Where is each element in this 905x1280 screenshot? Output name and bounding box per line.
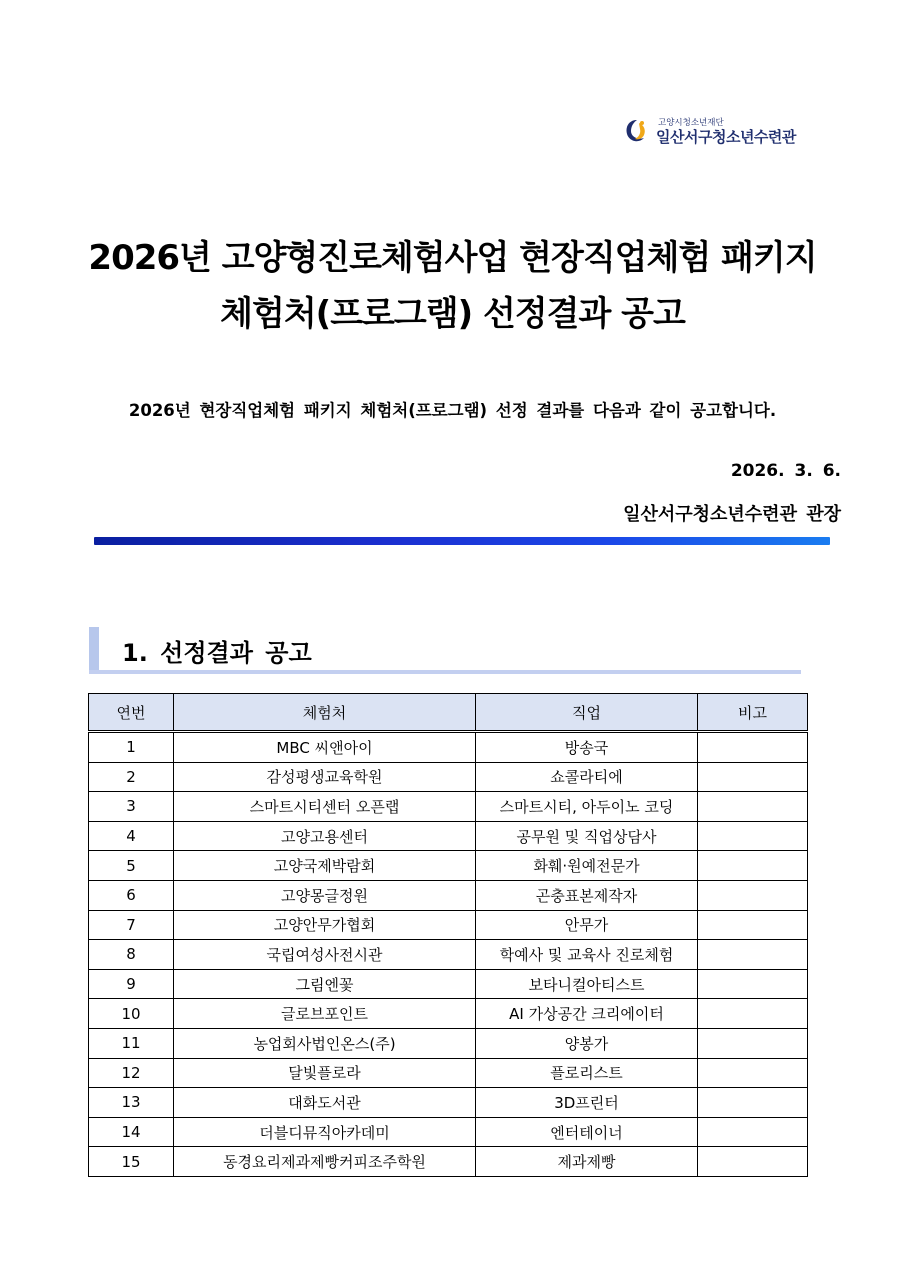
row-note xyxy=(698,821,808,851)
row-venue: 국립여성사전시관 xyxy=(174,940,476,970)
row-job: 쇼콜라티에 xyxy=(476,762,698,792)
row-venue: 글로브포인트 xyxy=(174,999,476,1029)
row-venue: MBC 씨앤아이 xyxy=(174,732,476,763)
row-venue: 대화도서관 xyxy=(174,1088,476,1118)
org-logo xyxy=(624,114,814,148)
row-job: 학예사 및 교육사 진로체험 xyxy=(476,940,698,970)
table-row xyxy=(89,1117,808,1147)
row-note xyxy=(698,1088,808,1118)
row-venue: 고양몽글정원 xyxy=(174,880,476,910)
table-row xyxy=(89,1028,808,1058)
announcement-date: 2026. 3. 6. xyxy=(730,461,841,481)
gradient-divider xyxy=(94,537,830,545)
row-number: 10 xyxy=(89,999,174,1029)
row-number: 12 xyxy=(89,1058,174,1088)
row-number: 8 xyxy=(89,940,174,970)
header-job: 직업 xyxy=(476,694,698,732)
row-job: 화훼·원예전문가 xyxy=(476,851,698,881)
row-note xyxy=(698,762,808,792)
row-note xyxy=(698,910,808,940)
row-number: 5 xyxy=(89,851,174,881)
row-job: 제과제빵 xyxy=(476,1147,698,1177)
row-venue: 그림엔꽃 xyxy=(174,969,476,999)
table-row xyxy=(89,821,808,851)
row-number: 1 xyxy=(89,732,174,763)
row-job: 보타니컬아티스트 xyxy=(476,969,698,999)
row-note xyxy=(698,880,808,910)
row-note xyxy=(698,940,808,970)
table-row xyxy=(89,1147,808,1177)
swirl-logo-icon xyxy=(624,118,650,144)
row-job: 곤충표본제작자 xyxy=(476,880,698,910)
row-note xyxy=(698,999,808,1029)
row-job: 스마트시티, 아두이노 코딩 xyxy=(476,792,698,822)
row-venue: 감성평생교육학원 xyxy=(174,762,476,792)
row-number: 7 xyxy=(89,910,174,940)
section-underline xyxy=(89,670,801,674)
table-row xyxy=(89,1088,808,1118)
row-job: 플로리스트 xyxy=(476,1058,698,1088)
header-venue: 체험처 xyxy=(174,694,476,732)
document-title-line1: 2026년 고양형진로체험사업 현장직업체험 패키지 xyxy=(88,238,817,278)
logo-org-text: 일산서구청소년수련관 xyxy=(656,128,796,146)
section-accent-bar xyxy=(89,627,99,673)
table-row xyxy=(89,732,808,763)
row-number: 3 xyxy=(89,792,174,822)
row-number: 9 xyxy=(89,969,174,999)
table-row xyxy=(89,880,808,910)
row-number: 6 xyxy=(89,880,174,910)
row-note xyxy=(698,732,808,763)
row-job: 양봉가 xyxy=(476,1028,698,1058)
table-header-row xyxy=(89,694,808,732)
table-row xyxy=(89,999,808,1029)
row-number: 14 xyxy=(89,1117,174,1147)
row-number: 15 xyxy=(89,1147,174,1177)
row-number: 13 xyxy=(89,1088,174,1118)
header-note: 비고 xyxy=(698,694,808,732)
row-number: 11 xyxy=(89,1028,174,1058)
row-note xyxy=(698,1028,808,1058)
intro-text: 2026년 현장직업체험 패키지 체험처(프로그램) 선정 결과를 다음과 같이 공고합니다. xyxy=(128,401,777,420)
row-venue: 고양국제박람회 xyxy=(174,851,476,881)
row-note xyxy=(698,1147,808,1177)
row-note xyxy=(698,792,808,822)
row-venue: 동경요리제과제빵커피조주학원 xyxy=(174,1147,476,1177)
row-note xyxy=(698,1058,808,1088)
logo-foundation-text: 고양시청소년재단 xyxy=(658,118,724,128)
table-row xyxy=(89,1058,808,1088)
document-title-line2: 체험처(프로그램) 선정결과 공고 xyxy=(220,294,685,334)
row-note xyxy=(698,969,808,999)
row-number: 4 xyxy=(89,821,174,851)
header-no: 연번 xyxy=(89,694,174,732)
row-job: 공무원 및 직업상담사 xyxy=(476,821,698,851)
section-title: 1. 선정결과 공고 xyxy=(122,639,312,667)
row-venue: 스마트시티센터 오픈랩 xyxy=(174,792,476,822)
row-job: 3D프린터 xyxy=(476,1088,698,1118)
row-job: 방송국 xyxy=(476,732,698,763)
row-note xyxy=(698,851,808,881)
row-venue: 농업회사법인온스(주) xyxy=(174,1028,476,1058)
row-job: 안무가 xyxy=(476,910,698,940)
table-row xyxy=(89,910,808,940)
row-venue: 고양고용센터 xyxy=(174,821,476,851)
row-number: 2 xyxy=(89,762,174,792)
selection-results-table xyxy=(88,693,808,1177)
row-venue: 고양안무가협회 xyxy=(174,910,476,940)
table-row xyxy=(89,762,808,792)
table-row xyxy=(89,969,808,999)
row-job: 엔터테이너 xyxy=(476,1117,698,1147)
row-job: AI 가상공간 크리에이터 xyxy=(476,999,698,1029)
row-venue: 달빛플로라 xyxy=(174,1058,476,1088)
table-row xyxy=(89,940,808,970)
row-venue: 더블디뮤직아카데미 xyxy=(174,1117,476,1147)
issuer-signature: 일산서구청소년수련관 관장 xyxy=(623,504,841,525)
table-row xyxy=(89,792,808,822)
row-note xyxy=(698,1117,808,1147)
table-row xyxy=(89,851,808,881)
